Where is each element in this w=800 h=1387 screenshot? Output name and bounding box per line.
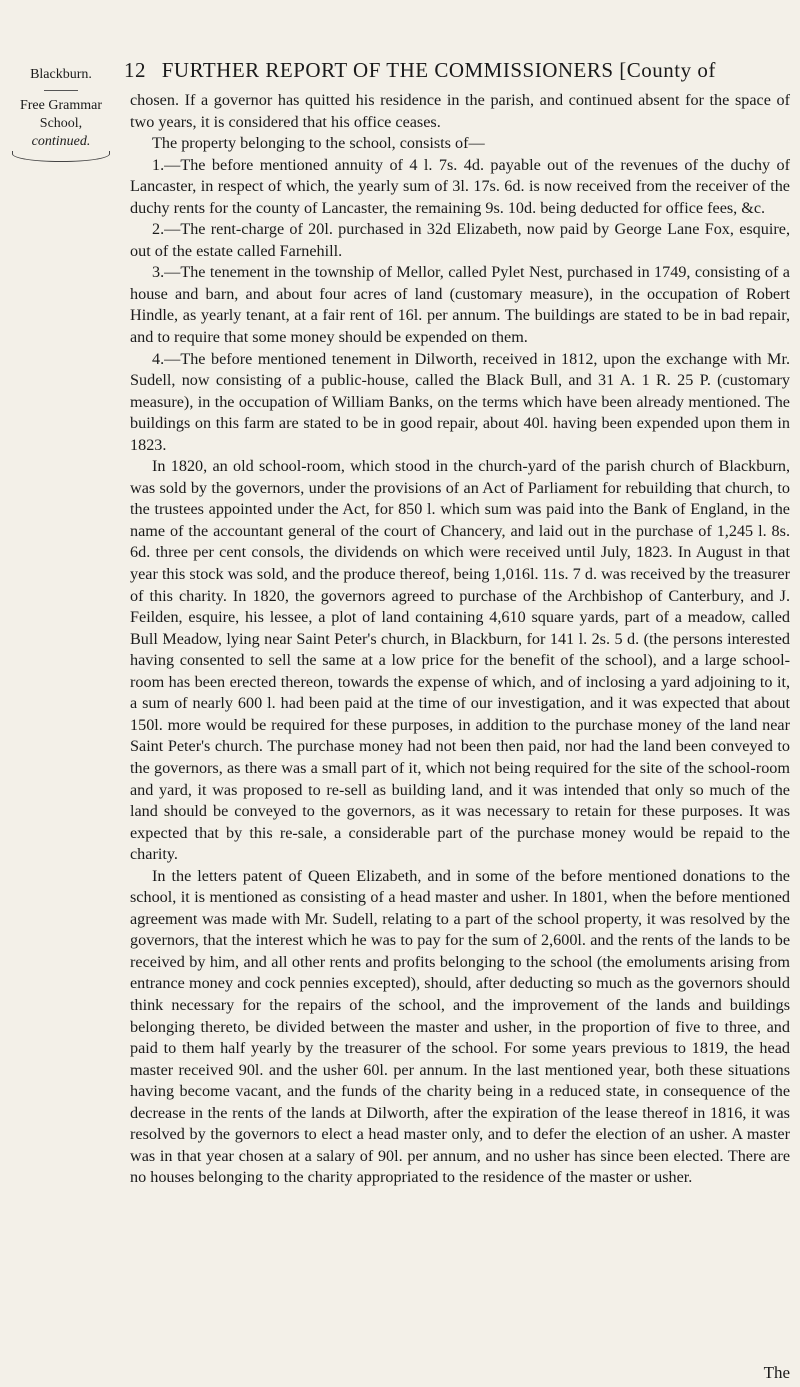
margin-note-continued: continued. (31, 134, 91, 149)
paragraph-item-1-annuity: 1.—The before mentioned annuity of 4 l. 7s. 4d. payable out of the revenues of the duchy of Lancaster, in respect of which, the yearly sum of 3l. 17s. 6d. is now received from the receiver of the duchy rents for the county of Lancaster, the remaining 9s. 10d. being deducted for office fees, &c. (130, 155, 790, 217)
paragraph-school-room: In 1820, an old school-room, which stood in the church-yard of the parish church of Blackburn, was sold by the governors, under the provisions of an Act of Parliament for rebuilding that church, to the trustees appointed under the Act, for 850 l. which sum was paid into the Bank of England, in the name of the accountant general of the court of Chancery, and laid out in the purchase of 1,245 l. 8s. 6d. three per cent consols, the dividends on which were received until July, 1823. In August in that year this stock was sold, and the produce thereof, being 1,016l. 11s. 7 d. was received by the treasurer of this charity. In 1820, the governors agreed to purchase of the Archbishop of Canterbury, and J. Feilden, esquire, his lessee, a plot of land containing 4,610 square yards, part of a meadow, called Bull Meadow, lying near Saint Peter's church, in Blackburn, for 141 l. 2s. 5 d. (the persons interested having consented to sell the same at a low price for the benefit of the school), and a large school-room has been erected thereon, towards the expense of which, and of inclosing a yard adjoining to it, a sum of nearly 600 l. had been paid at the time of our investigation, and it was expected that about 150l. more would be required for these purposes, in addition to the purchase money of the land near Saint Peter's church. The purchase money had not been then paid, nor had the land been conveyed to the governors, as there was a small part of it, which not being required for the site of the school-room and yard, it was proposed to re-sell as building land, and it was intended that only so much of the land should be conveyed to the governors, as it was necessary to retain for these purposes. It was expected that by this re-sale, a considerable part of the purchase money would be repaid to the charity. (130, 457, 790, 864)
margin-note-place: Blackburn. (30, 67, 92, 82)
paragraph-letters-patent: In the letters patent of Queen Elizabeth, and in some of the before mentioned donations to the school, it is mentioned as consisting of a head master and usher. In 1801, when the before mentioned agreement was made with Mr. Sudell, relating to a part of the school property, it was resolved by the governors, that the interest which he was to pay for the sum of 2,600l. and the rents of the lands to be received by him, and all other rents and profits belonging to the school (the emoluments arising from entrance money and cock pennies excepted), should, after deducting so much as the governors should think necessary for the repairs of the school, and the improvement of the lands and buildings belonging thereto, be divided between the master and usher, in the proportion of five to three, and paid to them half yearly by the treasurer of the school. For some years previous to 1819, the head master received 90l. and the usher 60l. per annum. In the last mentioned year, both these situations having become vacant, and the funds of the charity being in a reduced state, in consequence of the decrease in the rents of the lands at Dilworth, after the expiration of the lease thereof in 1816, it was resolved by the governors to elect a head master only, and to defer the election of an usher. A master was in that year chosen at a salary of 90l. per annum, and no usher has since been elected. There are no houses belonging to the charity appropriated to the residence of the master or usher. (130, 866, 790, 1187)
catchword: The (763, 1363, 790, 1382)
margin-note-school: Free Grammar School, (19, 98, 103, 131)
running-header (124, 58, 794, 83)
paragraph-item-4-dilworth: 4.—The before mentioned tenement in Dilworth, received in 1812, upon the exchange with Mr. Sudell, now consisting of a public-house, called the Black Bull, and 31 A. 1 R. 25 P. (customary measure), in the occupation of William Banks, on the terms which have been already mentioned. The buildings on this farm are stated to be in good repair, about 40l. having been expended upon them in 1823. (130, 349, 790, 454)
paragraph-item-3-mellor: 3.—The tenement in the township of Mellor, called Pylet Nest, purchased in 1749, consisting of a house and barn, and about four acres of land (customary measure), in the occupation of Robert Hindle, as yearly tenant, at a fair rent of 16l. per annum. The buildings are stated to be in bad repair, and to require that some money should be expended on them. (130, 263, 790, 347)
paragraph-intro: chosen. If a governor has quitted his residence in the parish, and continued absent for the space of two years, it is considered that his office ceases. (130, 91, 790, 131)
paragraph-item-2-rent-charge: 2.—The rent-charge of 20l. purchased in 32d Elizabeth, now paid by George Lane Fox, esquire, out of the estate called Farnehill. (130, 220, 790, 260)
page-number: 12 (124, 58, 146, 82)
margin-note-rule (44, 90, 78, 91)
margin-note (6, 66, 116, 162)
header-title: FURTHER REPORT OF THE COMMISSIONERS [County of (161, 58, 716, 82)
body-text (130, 90, 790, 1189)
margin-note-brace (12, 151, 110, 162)
paragraph-property-heading: The property belonging to the school, consists of— (152, 134, 485, 153)
